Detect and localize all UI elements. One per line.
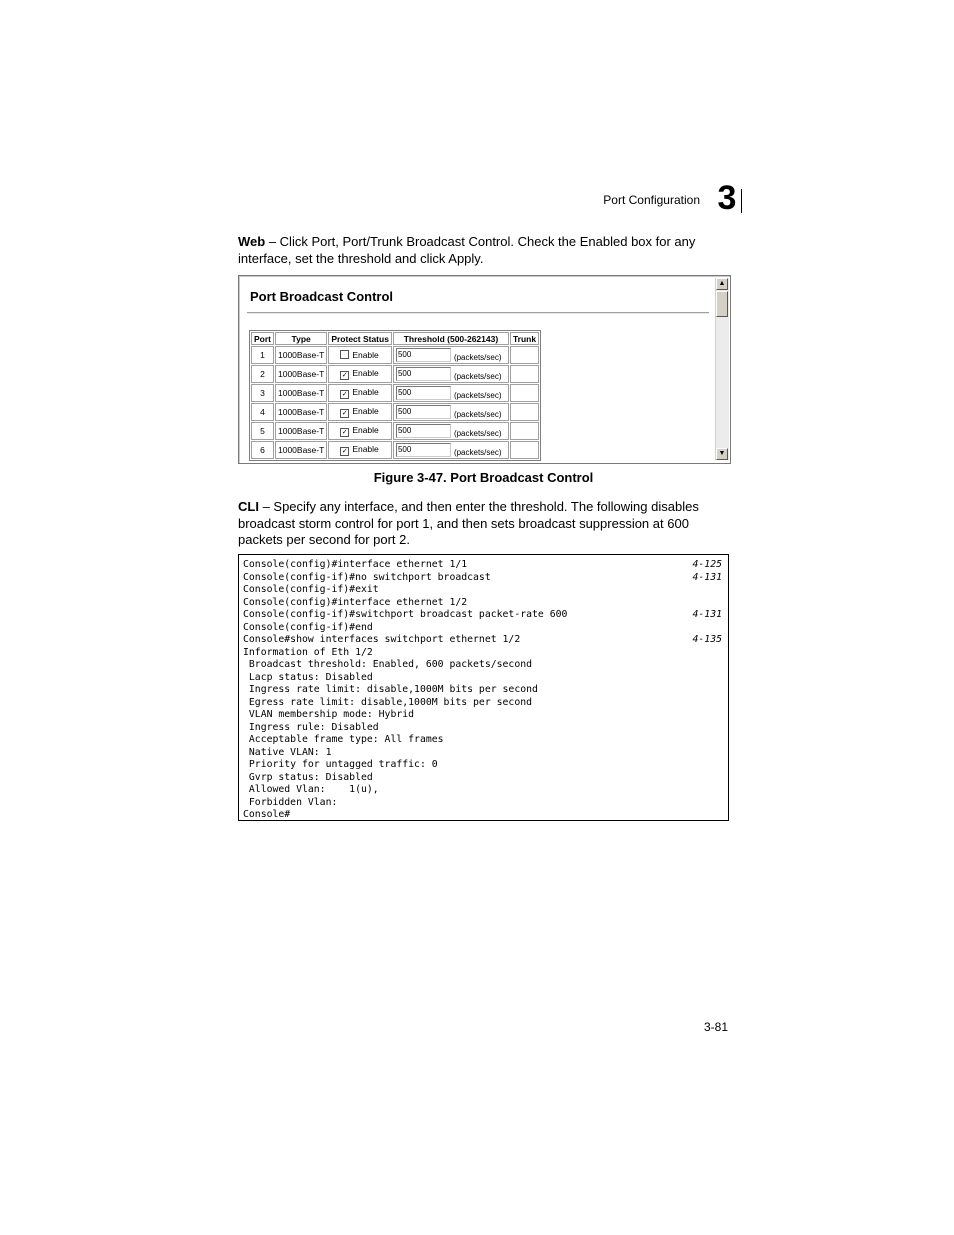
cli-lead: CLI: [238, 499, 259, 514]
vertical-scrollbar[interactable]: [715, 278, 729, 460]
cli-command: Console(config-if)#exit: [243, 584, 379, 595]
cell-trunk: [510, 365, 539, 383]
table-row: [251, 441, 539, 459]
cli-line: [243, 772, 726, 785]
enable-label: Enable: [352, 444, 379, 454]
threshold-input[interactable]: 500: [396, 386, 451, 400]
cli-command: Priority for untagged traffic: 0: [243, 759, 438, 770]
page-number: 3-81: [703, 1020, 728, 1034]
cli-command: Egress rate limit: disable,1000M bits per second: [243, 696, 533, 708]
cell-port: 5: [251, 422, 274, 440]
cli-line: [243, 584, 726, 597]
cli-line: [243, 684, 726, 697]
cli-reference: 4-135: [692, 634, 722, 645]
cli-instructions: [238, 499, 723, 549]
cli-line: [243, 784, 726, 797]
threshold-input[interactable]: 500: [396, 367, 451, 381]
web-lead: Web: [238, 234, 266, 249]
cell-type: 1000Base-T: [275, 365, 327, 383]
threshold-input[interactable]: 500: [396, 424, 451, 438]
cell-protect-status: [328, 384, 392, 402]
cell-trunk: [510, 422, 539, 440]
cli-line: [243, 734, 726, 747]
threshold-input[interactable]: 500: [396, 348, 451, 362]
cli-command: Acceptable frame type: All frames: [243, 734, 444, 745]
cell-type: 1000Base-T: [275, 403, 327, 421]
table-row: [251, 403, 539, 421]
threshold-unit: (packets/sec): [453, 448, 502, 458]
cli-line: [243, 609, 726, 622]
threshold-unit: (packets/sec): [453, 372, 502, 382]
cli-line: [243, 697, 726, 710]
table-row: [251, 365, 539, 383]
cli-command: Ingress rule: Disabled: [243, 721, 379, 733]
cli-reference: 4-131: [692, 571, 722, 583]
cell-protect-status: [328, 422, 392, 440]
enable-checkbox[interactable]: ✓: [341, 429, 348, 436]
enable-checkbox[interactable]: ✓: [341, 372, 348, 379]
cli-command: Information of Eth 1/2: [243, 646, 373, 658]
cli-command: Console#show interfaces switchport ethernet 1/2: [243, 634, 521, 645]
cli-line: [243, 672, 726, 685]
cli-line: [243, 647, 726, 660]
cli-command: Native VLAN: 1: [243, 746, 332, 758]
cell-threshold: [393, 441, 509, 459]
cli-reference: 4-131: [692, 609, 722, 620]
cli-command: Forbidden Vlan:: [243, 796, 338, 808]
col-protect-status: Protect Status: [328, 332, 392, 345]
cli-command: Console(config)#interface ethernet 1/2: [243, 596, 468, 608]
scroll-down-icon[interactable]: ▼: [716, 448, 728, 460]
cell-trunk: [510, 346, 539, 364]
cli-line: [243, 659, 726, 672]
cell-port: 6: [251, 441, 274, 459]
cli-command: Ingress rate limit: disable,1000M bits per second: [243, 684, 538, 695]
cell-port: 2: [251, 365, 274, 383]
cell-trunk: [510, 384, 539, 402]
threshold-unit: (packets/sec): [453, 429, 502, 439]
threshold-unit: (packets/sec): [453, 353, 502, 363]
cli-command: Allowed Vlan: 1(u),: [243, 784, 379, 795]
cli-line: [243, 759, 726, 772]
cli-line: [243, 622, 726, 635]
cli-text: – Specify any interface, and then enter the threshold. The following disables broadcast storm control for port 1, and then sets broadcast suppression at 600 packets per second for port 2.: [238, 499, 699, 547]
enable-label: Enable: [352, 387, 379, 397]
col-type: Type: [275, 332, 327, 345]
cli-line: [243, 809, 726, 822]
cli-line: [243, 634, 726, 647]
cli-command: Console#: [243, 809, 291, 820]
cli-line: [243, 559, 726, 572]
running-header-title: Port Configuration: [603, 193, 700, 207]
enable-checkbox[interactable]: [340, 350, 349, 359]
cell-type: 1000Base-T: [275, 441, 327, 459]
header-rule: [741, 189, 742, 213]
cell-threshold: [393, 365, 509, 383]
cell-type: 1000Base-T: [275, 384, 327, 402]
web-instructions: [238, 234, 718, 267]
cli-line: [243, 747, 726, 760]
port-broadcast-control-screenshot: [238, 275, 731, 464]
threshold-unit: (packets/sec): [453, 410, 502, 420]
cell-type: 1000Base-T: [275, 422, 327, 440]
enable-label: Enable: [352, 406, 379, 416]
table-row: [251, 346, 539, 364]
cell-port: 4: [251, 403, 274, 421]
cli-reference: 4-125: [692, 559, 722, 570]
cli-command: Lacp status: Disabled: [243, 671, 373, 683]
cell-protect-status: [328, 403, 392, 421]
enable-checkbox[interactable]: ✓: [341, 448, 348, 455]
cell-threshold: [393, 422, 509, 440]
cell-protect-status: [328, 441, 392, 459]
threshold-unit: (packets/sec): [453, 391, 502, 401]
col-port: Port: [251, 332, 274, 345]
cell-port: 3: [251, 384, 274, 402]
enable-label: Enable: [352, 368, 379, 378]
cli-command: Broadcast threshold: Enabled, 600 packets/second: [243, 659, 533, 670]
port-table: [249, 330, 541, 461]
cell-threshold: [393, 384, 509, 402]
col-trunk: Trunk: [510, 332, 539, 345]
enable-label: Enable: [352, 425, 379, 435]
cli-line: [243, 597, 726, 610]
cell-protect-status: [328, 365, 392, 383]
table-row: [251, 384, 539, 402]
cli-command: Console(config-if)#switchport broadcast packet-rate 600: [243, 609, 568, 620]
cli-command: Console(config-if)#no switchport broadcast: [243, 571, 491, 583]
col-threshold: Threshold (500-262143): [393, 332, 509, 345]
cli-line: [243, 709, 726, 722]
threshold-input[interactable]: 500: [396, 443, 451, 457]
table-row: [251, 422, 539, 440]
enable-checkbox[interactable]: ✓: [341, 410, 348, 417]
cell-threshold: [393, 346, 509, 364]
scroll-up-icon[interactable]: ▲: [716, 278, 728, 290]
chapter-number: 3: [717, 179, 737, 217]
web-text: – Click Port, Port/Trunk Broadcast Control. Check the Enabled box for any interface, set the threshold and click Apply.: [238, 234, 696, 266]
cell-trunk: [510, 403, 539, 421]
cell-port: 1: [251, 346, 274, 364]
enable-checkbox[interactable]: ✓: [341, 391, 348, 398]
figure-caption: Figure 3-47. Port Broadcast Control: [373, 470, 594, 485]
cli-line: [243, 797, 726, 810]
enable-label: Enable: [352, 350, 379, 360]
scroll-thumb[interactable]: [716, 291, 728, 317]
panel-title: Port Broadcast Control: [250, 289, 394, 304]
table-header-row: [251, 332, 539, 345]
cell-protect-status: [328, 346, 392, 364]
cell-trunk: [510, 441, 539, 459]
cell-type: 1000Base-T: [275, 346, 327, 364]
cli-example-box: [238, 554, 729, 821]
cli-command: Console(config)#interface ethernet 1/1: [243, 559, 468, 570]
cli-command: Console(config-if)#end: [243, 621, 373, 633]
threshold-input[interactable]: 500: [396, 405, 451, 419]
cli-command: VLAN membership mode: Hybrid: [243, 709, 415, 720]
cli-line: [243, 722, 726, 735]
panel-divider: [247, 312, 709, 313]
cell-threshold: [393, 403, 509, 421]
cli-command: Gvrp status: Disabled: [243, 771, 373, 783]
cli-line: [243, 572, 726, 585]
